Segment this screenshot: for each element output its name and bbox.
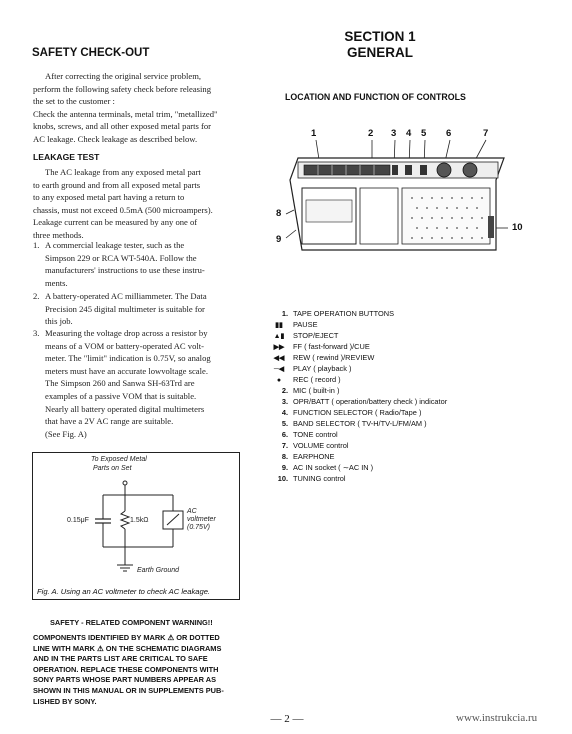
- safety-warning-text: [33, 633, 273, 707]
- control-item: ▲▮ STOP/EJECT: [270, 331, 338, 342]
- intro-line: knobs, screws, and all other exposed metal parts for: [33, 121, 212, 132]
- stop-eject-icon: ▲▮: [273, 333, 285, 340]
- fast-forward-icon: ▶▶: [273, 344, 285, 351]
- safety-line: SHOWN IN THIS MANUAL OR IN SUPPLEMENTS PUB-: [33, 685, 224, 695]
- method-number: 3.: [33, 328, 40, 338]
- method-line: (See Fig. A): [45, 428, 87, 439]
- tape-compartment: [360, 188, 398, 244]
- intro-line: Check the antenna terminals, metal trim, "metallized": [33, 108, 218, 119]
- callout-5: 5: [421, 128, 427, 139]
- leakage-test-heading: LEAKAGE TEST: [33, 152, 100, 162]
- callout-6: 6: [446, 128, 452, 139]
- watermark: www.instrukcia.ru: [456, 712, 538, 724]
- callout-8: 8: [276, 208, 282, 219]
- control-item: ▶▶ FF ( fast-forward )/CUE: [270, 342, 370, 353]
- leakage-paragraph: [33, 166, 263, 242]
- control-item: ─◀ PLAY ( playback ): [270, 364, 351, 375]
- control-item: 10. TUNING control: [277, 474, 346, 483]
- control-item: 7. VOLUME control: [281, 441, 349, 450]
- indicator-icon: [392, 165, 398, 175]
- leakage-line: to any exposed metal part having a return to: [33, 192, 185, 203]
- method-line: Precision 245 digital multimeter is suitable for: [45, 303, 205, 314]
- callout-10: 10: [512, 222, 523, 233]
- speaker-grille: [402, 188, 490, 244]
- control-item: 9. AC IN socket ( ∼AC IN ): [281, 463, 374, 472]
- callout-9: 9: [276, 234, 282, 245]
- voltmeter-needle-icon: [167, 514, 179, 525]
- method-text: [45, 239, 263, 289]
- band-switch-icon: [420, 165, 427, 175]
- page-number: — 2 —: [270, 713, 304, 725]
- method-line: Simpson 229 or RCA WT-540A. Follow the: [45, 252, 197, 263]
- safety-line: OPERATION. REPLACE THESE COMPONENTS WITH: [33, 664, 219, 674]
- method-line: means of a VOM or battery-operated AC volt-: [45, 340, 205, 351]
- method-number: 2.: [33, 291, 40, 301]
- leakage-circuit-diagram: [33, 453, 239, 577]
- control-item: 4. FUNCTION SELECTOR ( Radio/Tape ): [281, 408, 422, 417]
- method-number: 1.: [33, 240, 40, 250]
- method-line: this job.: [45, 316, 73, 327]
- intro-paragraph: [33, 70, 263, 146]
- top-terminal-icon: [123, 481, 127, 485]
- method-text: [45, 327, 263, 440]
- tuning-dial-icon: [488, 216, 494, 238]
- control-item: 2. MIC ( built-in ): [281, 386, 340, 395]
- cassette-window: [306, 200, 352, 222]
- figure-top-label: Parts on Set: [93, 465, 132, 472]
- method-line: Nearly all battery operated digital multimeters: [45, 403, 205, 414]
- control-item: 3. OPR/BATT ( operation/battery check ) indicator: [281, 397, 448, 406]
- record-icon: ●: [276, 377, 282, 384]
- leakage-line: three methods.: [33, 229, 84, 240]
- leakage-line: to earth ground and from all exposed metal parts: [33, 179, 201, 190]
- resistor-label: 1.5kΩ: [130, 517, 149, 524]
- callout-3: 3: [391, 128, 397, 139]
- tone-knob-icon: [437, 163, 451, 177]
- pause-icon: ▮▮: [275, 322, 283, 329]
- callout-2: 2: [368, 128, 374, 139]
- safety-line: LISHED BY SONY.: [33, 696, 97, 706]
- control-item: 6. TONE control: [281, 430, 338, 439]
- capacitor-label: 0.15μF: [67, 517, 89, 524]
- method-line: meters must have an accurate lowvoltage scale.: [45, 365, 208, 376]
- control-item: 5. BAND SELECTOR ( TV-H/TV-L/FM/AM ): [281, 419, 427, 428]
- play-icon: ─◀: [273, 366, 285, 373]
- method-line: A battery-operated AC milliammeter. The Data: [45, 291, 207, 301]
- section-title: GENERAL: [346, 45, 413, 60]
- callout-line: [286, 230, 296, 238]
- callout-7: 7: [483, 128, 489, 139]
- method-line: The Simpson 260 and Sanwa SH-63Trd are: [45, 378, 195, 389]
- figure-top-label: To Exposed Metal: [91, 456, 147, 463]
- method-line: manufacturers' instructions to use these instru-: [45, 265, 205, 276]
- safety-line: AND IN THE PARTS LIST ARE CRITICAL TO SAFE: [33, 654, 208, 664]
- method-line: that have a 2V AC range are suitable.: [45, 416, 174, 427]
- safety-line: COMPONENTS IDENTIFIED BY MARK ⚠ OR DOTTED: [33, 633, 220, 642]
- voltmeter-label: AC: [187, 508, 197, 515]
- resistor-icon: [121, 511, 129, 529]
- control-item: ◀◀ REW ( rewind )/REVIEW: [270, 353, 374, 364]
- control-item: ▮▮ PAUSE: [270, 320, 318, 331]
- cassette-recorder-illustration: [272, 126, 542, 276]
- control-item: 1. TAPE OPERATION BUTTONS: [281, 309, 395, 318]
- method-line: Measuring the voltage drop across a resistor by: [45, 328, 208, 338]
- safety-line: LINE WITH MARK ⚠ ON THE SCHEMATIC DIAGRAMS: [33, 643, 222, 653]
- voltmeter-label: (0.75V): [187, 524, 210, 531]
- callout-line: [286, 210, 294, 214]
- function-switch-icon: [405, 165, 412, 175]
- control-item: 8. EARPHONE: [281, 452, 335, 461]
- safety-warning-title: SAFETY - RELATED COMPONENT WARNING!!: [50, 618, 213, 627]
- intro-line: perform the following safety check before releasing: [33, 83, 212, 94]
- section-number: SECTION 1: [344, 29, 416, 44]
- safety-line: SONY PARTS WHOSE PART NUMBERS APPEAR AS: [33, 675, 217, 685]
- leakage-line: The AC leakage from any exposed metal part: [45, 167, 201, 177]
- method-text: [45, 290, 263, 328]
- callout-1: 1: [311, 128, 317, 139]
- safety-checkout-title: SAFETY CHECK-OUT: [32, 47, 150, 59]
- method-line: ments.: [45, 277, 68, 288]
- rewind-icon: ◀◀: [273, 355, 285, 362]
- leakage-line: chassis, must not exceed 0.5mA (500 microampers).: [33, 204, 213, 215]
- volume-knob-icon: [463, 163, 477, 177]
- controls-title: LOCATION AND FUNCTION OF CONTROLS: [285, 92, 466, 102]
- intro-line: AC leakage. Check leakage as described below.: [33, 133, 198, 144]
- voltmeter-label: voltmeter: [187, 516, 216, 523]
- control-item: ● REC ( record ): [270, 375, 341, 386]
- leakage-line: Leakage current can be measured by any one of: [33, 217, 198, 228]
- method-line: meter. The "limit" indication is 0.75V, so analog: [45, 353, 211, 364]
- method-line: examples of a passive VOM that is suitable.: [45, 390, 197, 401]
- figure-caption: Fig. A. Using an AC voltmeter to check AC leakage.: [37, 587, 211, 596]
- callout-4: 4: [406, 128, 412, 139]
- tape-buttons-icon: [304, 165, 390, 175]
- intro-line: After correcting the original service problem,: [45, 71, 202, 81]
- intro-line: the set to the customer :: [33, 96, 115, 107]
- ground-label: Earth Ground: [137, 567, 180, 574]
- figure-a-box: [32, 452, 240, 600]
- method-line: A commercial leakage tester, such as the: [45, 240, 185, 250]
